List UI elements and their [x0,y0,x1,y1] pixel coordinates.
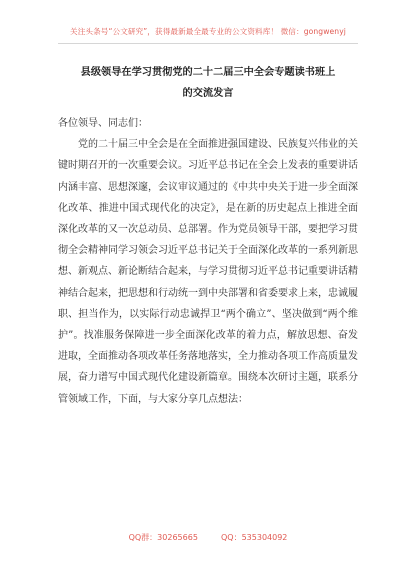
body-paragraph: 党的二十届三中全会是在全面推进强国建设、民族复兴伟业的关键时期召开的一次重要会议。习近平总书记在全会上发表的重要讲话内涵丰富、思想深邃，会议审议通过的《中共中央关于进一步全面深化改革、推进中国式现代化的决定》，是在新的历史起点上推进全面深化改革的又一次总动员、总部署。作为党员领导干部，要把学习贯彻全会精神同学习领会习近平总书记关于全面深化改革的一系列新思想、新观点、新论断结合起来，与学习贯彻习近平总书记重要讲话精神结合起来，把思想和行动统一到中央部署和省委要求上来，忠诚履职、担当作为，以实际行动忠诚捍卫“两个确立”、坚决做到“两个维护”。找准服务保障进一步全面深化改革的着力点，解放思想、奋发进取，全面推动各项改革任务落地落实，全力推动各项工作高质量发展，奋力谱写中国式现代化建设新篇章。围绕本次研讨主题，联系分管领域工作，下面，与大家分享几点想法： [58,139,358,405]
salutation: 各位领导、同志们： [58,118,148,129]
footer-qq-group: QQ群：30265665 [128,533,198,542]
header-promo-text: 关注头条号“公文研究”，获得最新最全最专业的公文资料库！ 微信：gongwenyj [70,26,346,36]
footer-contact [58,532,358,548]
document-title [58,62,358,104]
title-line-2: 的交流发言 [182,87,234,99]
header-divider [58,43,358,44]
title-line-1: 县级领导在学习贯彻党的二十二届三中全会专题读书班上 [80,66,336,78]
document-body [58,113,358,410]
footer-qq: QQ：535304092 [221,533,288,542]
